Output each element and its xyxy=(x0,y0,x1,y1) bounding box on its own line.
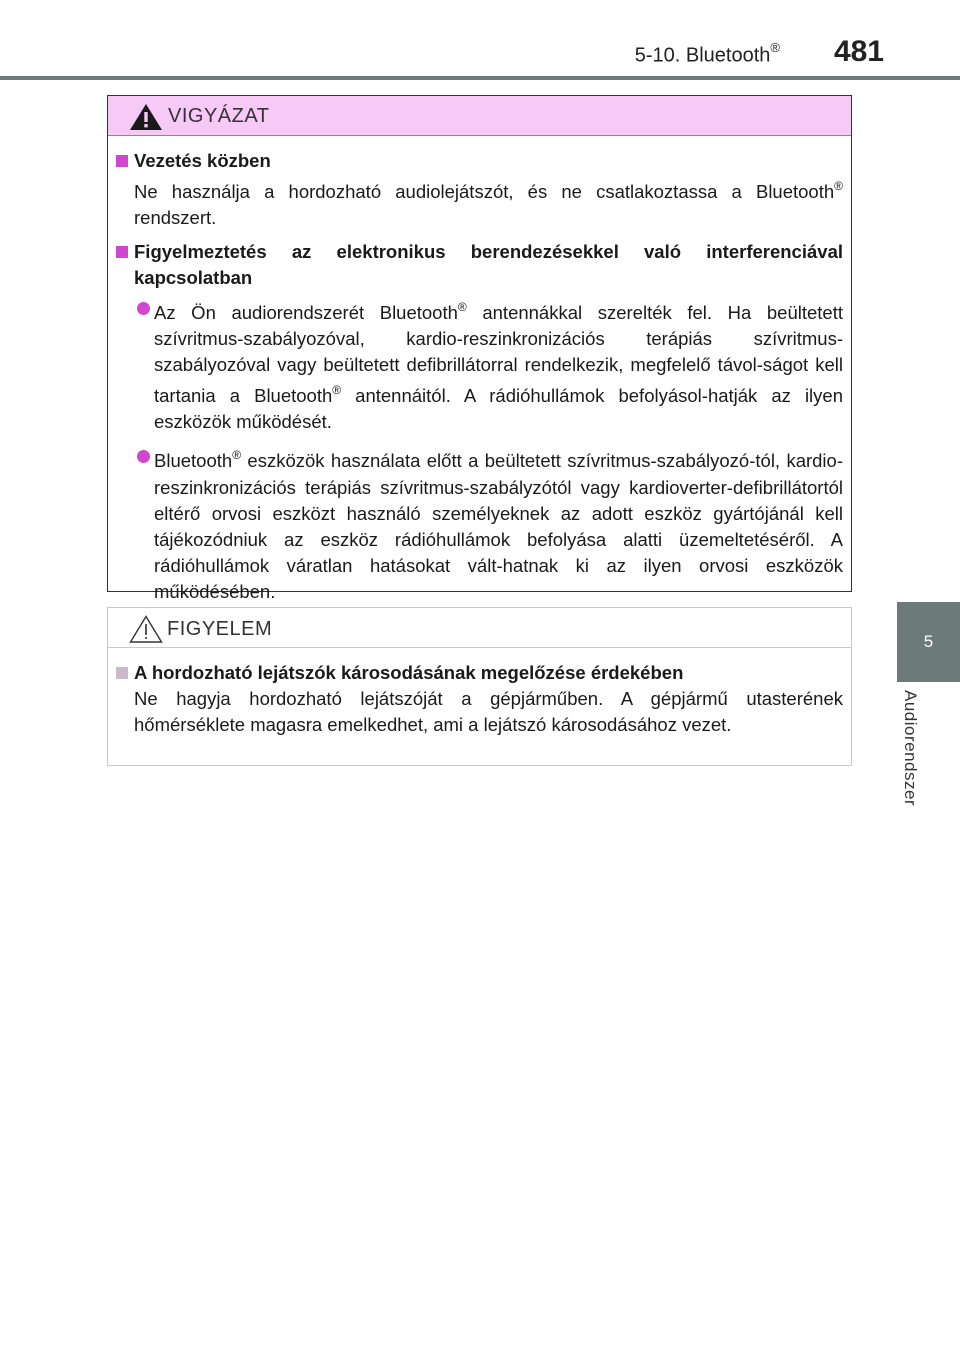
chapter-number: 5 xyxy=(923,632,934,651)
section-heading xyxy=(112,148,843,174)
square-bullet-icon xyxy=(116,246,128,258)
registered-mark: ® xyxy=(770,40,780,55)
registered-mark: ® xyxy=(457,300,467,315)
registered-mark: ® xyxy=(332,383,342,398)
notice-title: FIGYELEM xyxy=(167,618,273,640)
heading-text: Vezetés közben xyxy=(134,150,271,171)
page-header xyxy=(0,0,960,80)
chapter-tab xyxy=(897,602,960,682)
text: Bluetooth xyxy=(154,450,233,472)
warning-content xyxy=(108,148,853,605)
warning-triangle-icon xyxy=(128,102,164,132)
text: antennáitól. A rádióhullámok befolyásol-hatják az ilyen eszközök működését. xyxy=(154,385,843,433)
chapter-label xyxy=(900,690,930,840)
heading-text: A hordozható lejátszók károsodásának megelőzése érdekében xyxy=(134,662,684,683)
warning-box xyxy=(107,95,852,602)
text: eszközök használata előtt a beültetett szívritmus-szabályozó-tól, kardio-reszinkronizációs terápiás szívritmus-szabályzótól vagy kardioverter-defibrillátortól eltérő orvosi eszközt használó személyeknek az adott eszköz gyártójánál kell tájékozódniuk az eszköz rádióhullámok befolyása alatti üzemeltetéséről. A rádióhullámok váratlan hatásokat vált-hatnak ki az ilyen orvosi eszközök működésében. xyxy=(154,450,843,602)
heading-text: Figyelmeztetés az elektronikus berendezésekkel való interferenciával kapcsolatban xyxy=(134,241,843,289)
section-title xyxy=(635,42,780,68)
list-item xyxy=(112,443,843,604)
spacer xyxy=(112,231,843,239)
spacer xyxy=(112,435,843,443)
paragraph xyxy=(112,174,843,231)
text: Az Ön audiorendszerét Bluetooth xyxy=(154,302,458,324)
square-bullet-icon xyxy=(116,667,128,679)
caution-triangle-icon xyxy=(128,614,164,644)
notice-content xyxy=(108,660,853,738)
header-rule xyxy=(0,76,960,80)
list-item xyxy=(112,295,843,435)
section-heading xyxy=(112,660,843,686)
notice-box xyxy=(107,607,852,766)
circle-bullet-icon xyxy=(137,450,150,463)
page-number: 481 xyxy=(833,35,884,68)
text: antennákkal szerelték fel. Ha beültetett szívritmus-szabályozóval, kardio-reszinkronizációs terápiás szívritmus-szabályozóval vagy beültetett defibrillátorral rendelkezik, megfelelő távol-ságot kell tartania a Bluetooth xyxy=(154,302,843,407)
text: Ne használja a hordozható audiolejátszót, és ne csatlakoztassa a Bluetooth xyxy=(134,181,835,203)
section-heading xyxy=(112,239,843,291)
notice-box-header xyxy=(108,608,851,648)
text: rendszert. xyxy=(134,207,217,229)
warning-box-header xyxy=(108,96,851,136)
chapter-label-text: Audiorendszer xyxy=(901,690,920,807)
square-bullet-icon xyxy=(116,155,128,167)
circle-bullet-icon xyxy=(137,302,150,315)
warning-title: VIGYÁZAT xyxy=(168,105,270,127)
registered-mark: ® xyxy=(232,448,242,463)
registered-mark: ® xyxy=(834,179,843,193)
paragraph: Ne hagyja hordozható lejátszóját a gépjárműben. A gépjármű utasterének hőmérséklete magasra emelkedhet, ami a lejátszó károsodásához vezet. xyxy=(134,688,843,735)
section-title-text: 5-10. Bluetooth xyxy=(634,44,771,67)
